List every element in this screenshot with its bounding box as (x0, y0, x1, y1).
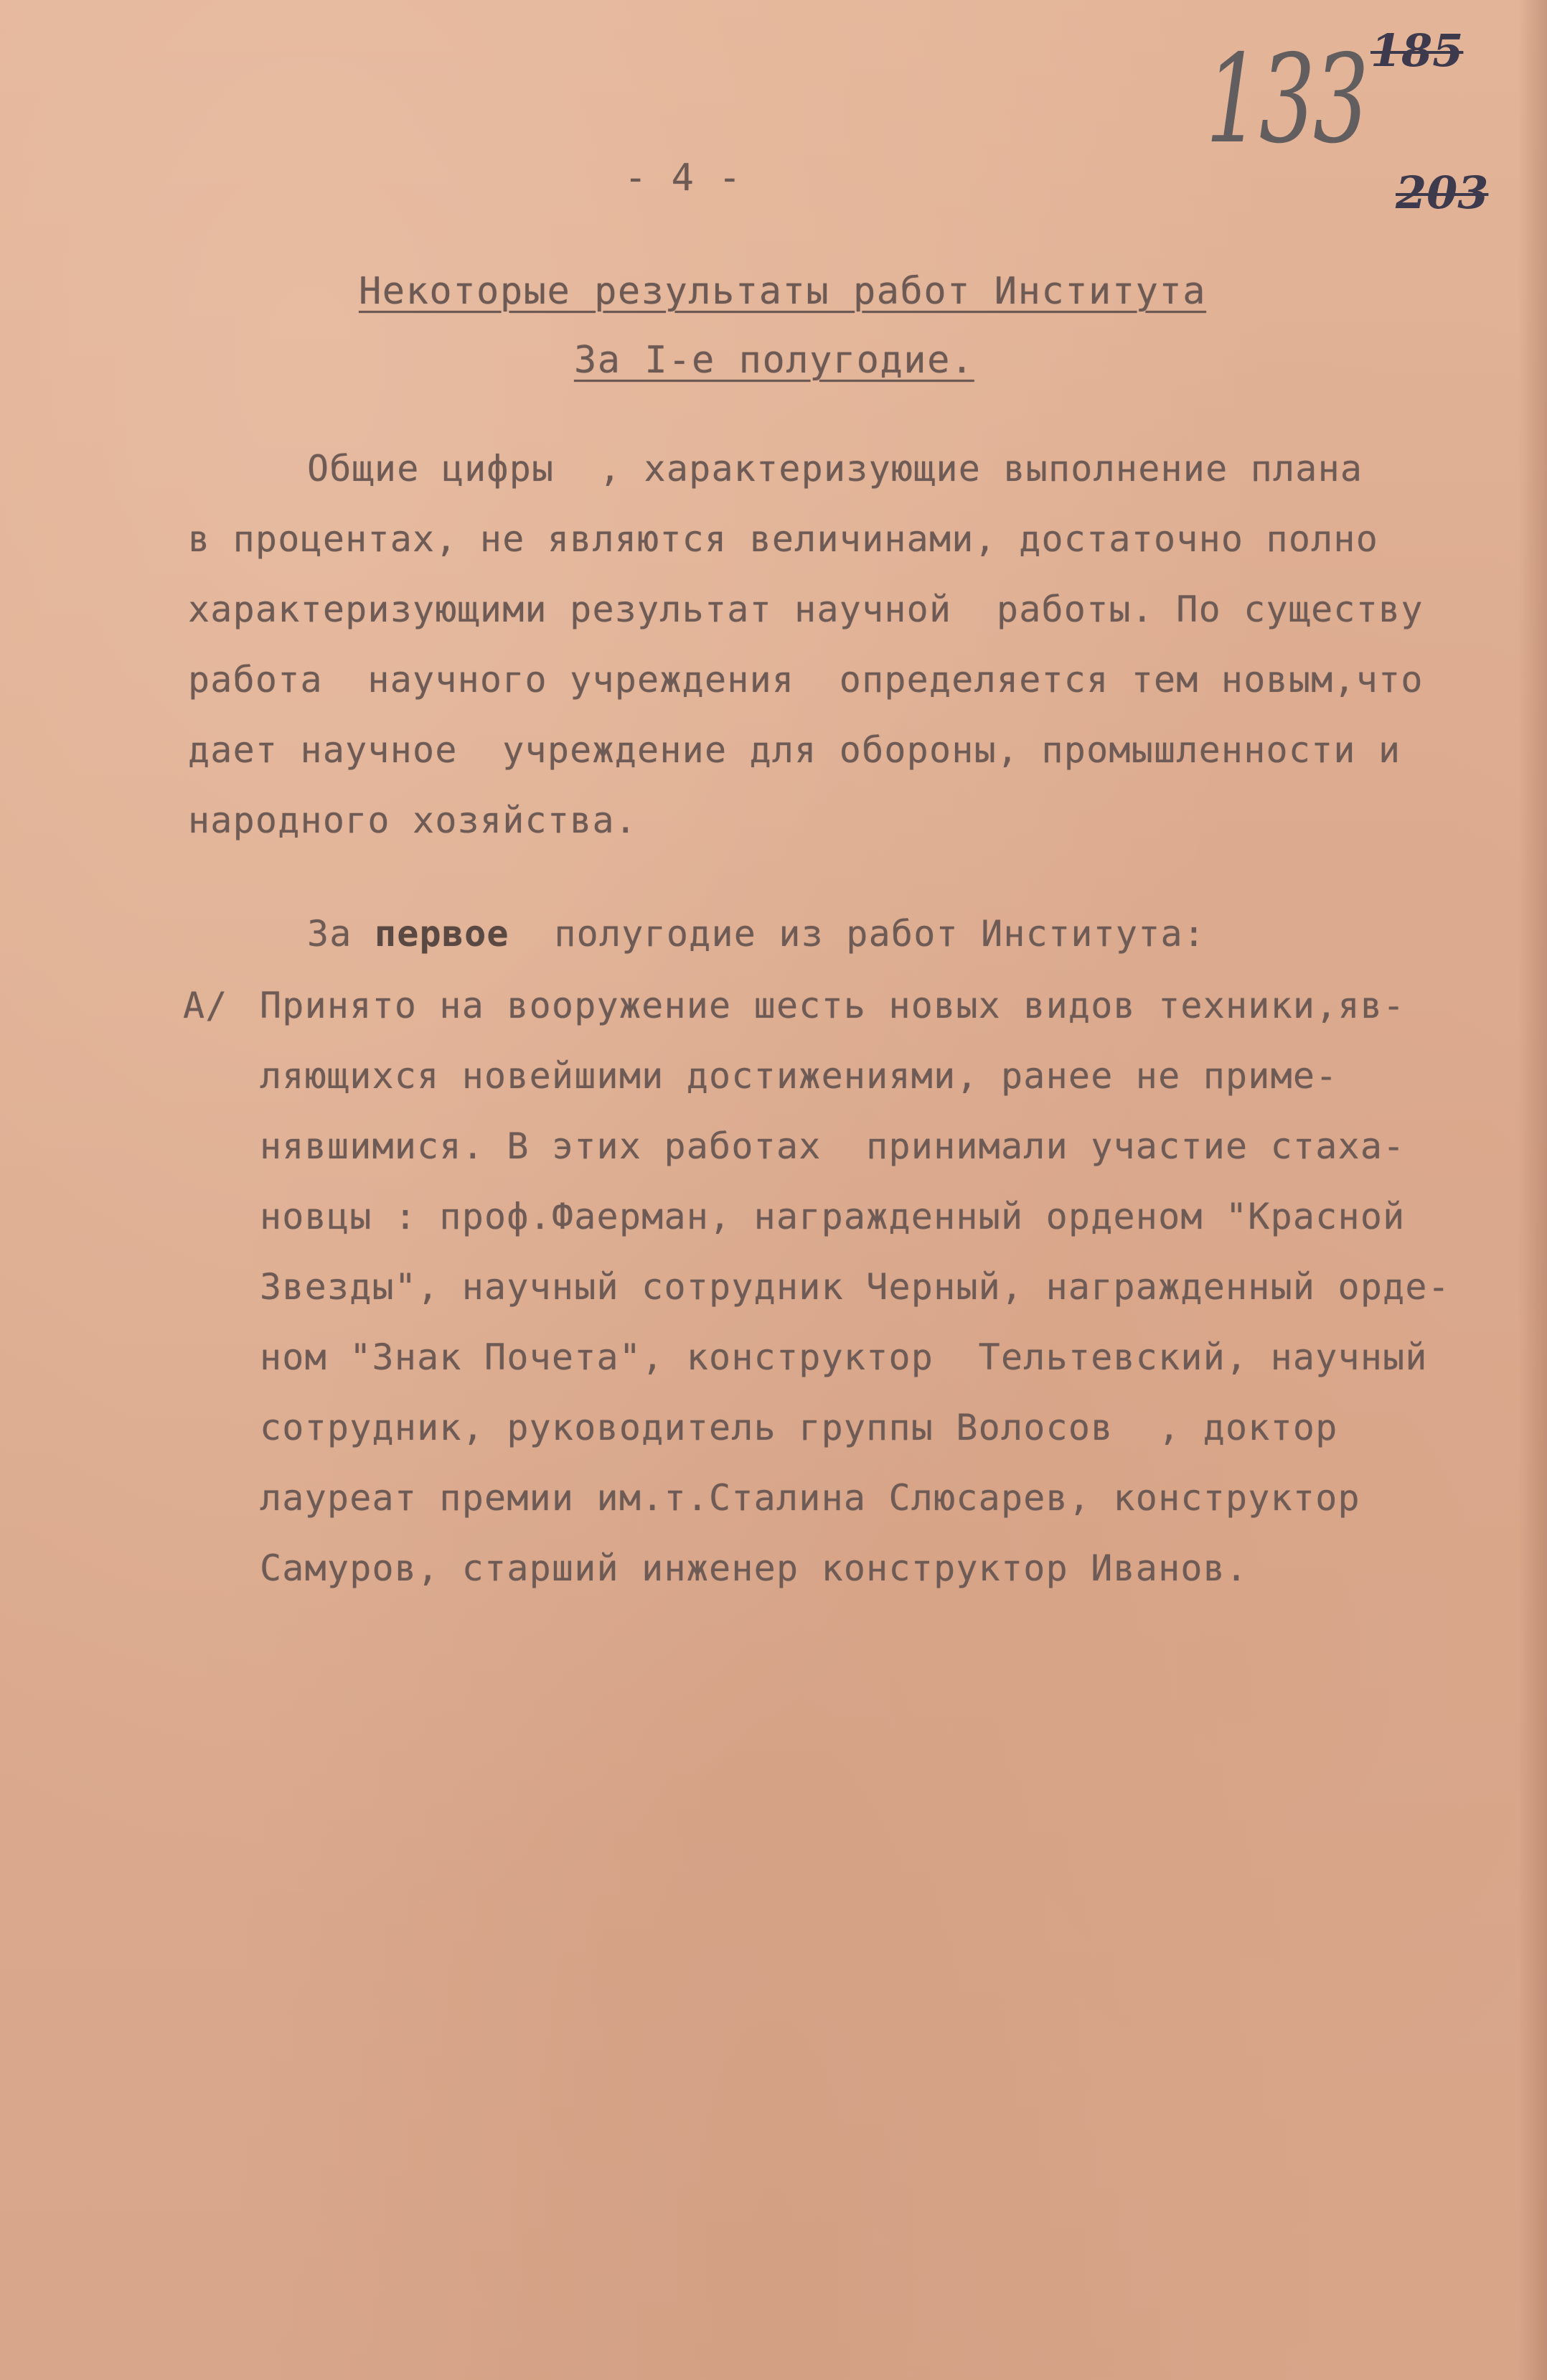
struck-old-number-bottom: 203 (1396, 167, 1489, 219)
paragraph-1-line: народного хозяйства. (188, 800, 638, 841)
item-a-line: новцы : проф.Фаерман, награжденный орденом "Красной (260, 1196, 1406, 1237)
item-a-line: нявшимися. В этих работах принимали участие стаха- (260, 1125, 1406, 1167)
item-a-marker: А/ (183, 985, 228, 1026)
paragraph-1-line: характеризующими результат научной работы. По существу (188, 589, 1424, 630)
paragraph-1-line: дает научное учреждение для обороны, промышленности и (188, 729, 1401, 771)
paragraph-2-prefix: За (307, 913, 375, 955)
page-number: - 4 - (624, 156, 743, 200)
paragraph-1-line: Общие цифры , характеризующие выполнение плана (307, 448, 1363, 489)
heading-line-2: За I-е полугодие. (574, 339, 974, 382)
item-a-line: лауреат премии им.т.Сталина Слюсарев, конструктор (260, 1477, 1360, 1519)
struck-old-number-top: 185 (1370, 24, 1464, 77)
paragraph-2 (307, 913, 1206, 955)
item-a-line: Звезды", научный сотрудник Черный, награжденный орде- (260, 1266, 1451, 1308)
paragraph-2-suffix: полугодие из работ Института: (509, 913, 1206, 955)
paragraph-1-line: работа научного учреждения определяется тем новым,что (188, 659, 1424, 701)
paragraph-2-emphasis: первое (374, 913, 509, 955)
archive-sheet-number: 133 (1205, 29, 1367, 171)
heading-line-1: Некоторые результаты работ Института (359, 270, 1207, 313)
item-a-line: ном "Знак Почета", конструктор Тельтевский, научный (260, 1336, 1428, 1378)
item-a-line: сотрудник, руководитель группы Волосов , доктор (260, 1407, 1338, 1448)
item-a-line: Самуров, старший инженер конструктор Иванов. (260, 1547, 1249, 1589)
item-a-line: ляющихся новейшими достижениями, ранее не приме- (260, 1055, 1338, 1097)
paragraph-1-line: в процентах, не являются величинами, достаточно полно (188, 518, 1379, 560)
item-a-line: Принято на вооружение шесть новых видов техники,яв- (260, 985, 1406, 1026)
